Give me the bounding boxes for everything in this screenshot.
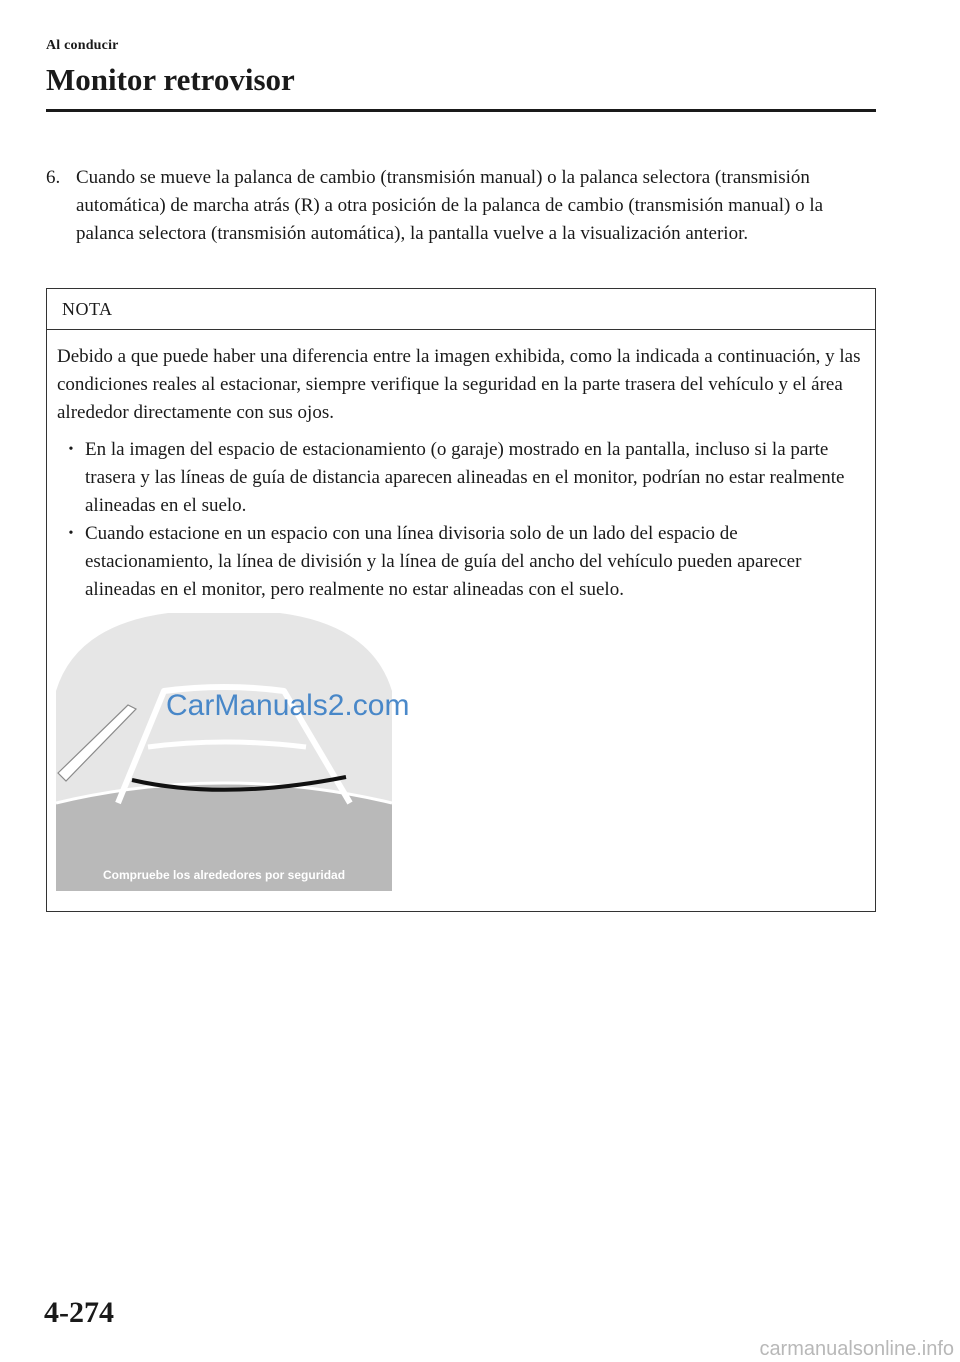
note-intro: Debido a que puede haber una diferencia entre la imagen exhibida, como la indicada a continuación, y las condiciones reales al estacionar, siempre verifique la seguridad en la parte trasera del vehículo y el área alrededor directamente con sus ojos. — [57, 346, 861, 423]
bullet-text: En la imagen del espacio de estacionamiento (o garaje) mostrado en la pantalla, incluso si la parte trasera y las líneas de guía de distancia aparecen alineadas en el monitor, podrían no estar realmente alineadas en el suelo. — [85, 439, 845, 516]
note-bullet-list — [57, 436, 869, 604]
site-footer: carmanualsonline.info — [759, 1338, 954, 1360]
camera-caption: Compruebe los alrededores por seguridad — [102, 868, 346, 882]
page-title: Monitor retrovisor — [46, 62, 295, 97]
section-label: Al conducir — [46, 38, 119, 53]
watermark: CarManuals2.com — [166, 689, 410, 722]
page-number: 4-274 — [44, 1296, 114, 1329]
note-box — [46, 288, 876, 912]
note-body — [57, 343, 869, 604]
step-6 — [46, 164, 878, 248]
rear-camera-illustration — [56, 613, 392, 891]
list-item — [57, 436, 869, 520]
bullet-icon: • — [68, 442, 74, 457]
rear-camera-view — [56, 613, 392, 891]
bullet-icon: • — [68, 526, 74, 541]
bullet-text: Cuando estacione en un espacio con una línea divisoria solo de un lado del espacio de estacionamiento, la línea de división y la línea de guía del ancho del vehículo pueden aparecer alineadas en el monitor, pero realmente no estar alineadas con el suelo. — [85, 523, 802, 600]
title-rule — [46, 109, 876, 112]
list-item — [57, 520, 869, 604]
note-heading: NOTA — [47, 289, 875, 330]
step-number: 6. — [46, 167, 61, 188]
step-text: Cuando se mueve la palanca de cambio (transmisión manual) o la palanca selectora (transmisión automática) de marcha atrás (R) a otra posición de la palanca de cambio (transmisión manual) o la palanca selectora (transmisión automática), la pantalla vuelve a la visualización anterior. — [76, 167, 824, 244]
